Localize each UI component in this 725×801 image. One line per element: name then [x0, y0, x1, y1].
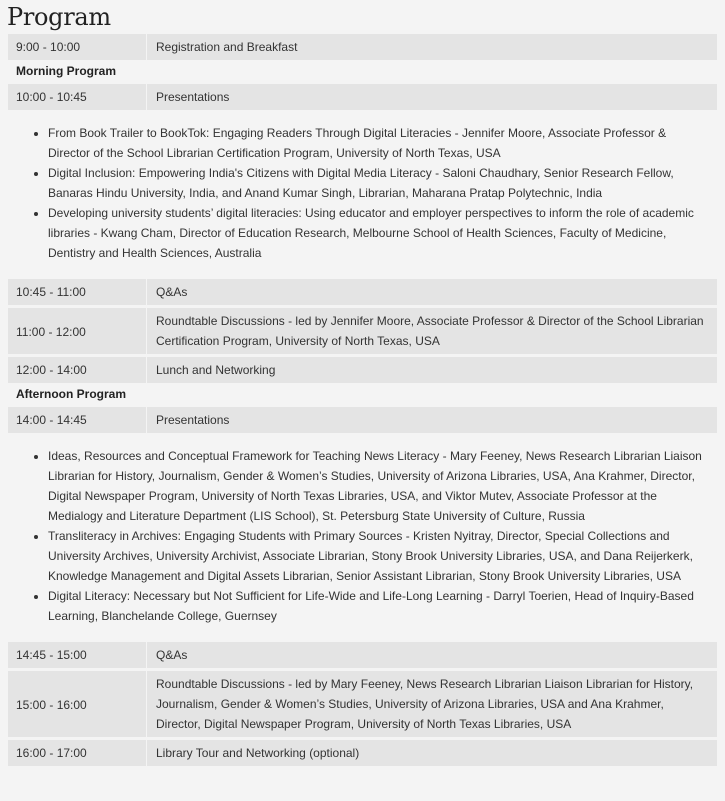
schedule-row: [8, 738, 717, 767]
morning-presentations: [8, 111, 717, 277]
list-item: • Digital Inclusion: Empowering India's Citizens with Digital Media Literacy - Saloni Chaudhary, Senior Research Fellow, Banaras Hindu University, India, and Anand Kumar Singh, Librarian, Maharana Pratap Polytechnic, India: [48, 163, 709, 203]
schedule-row: [8, 640, 717, 669]
page-title: Program: [7, 3, 111, 31]
description-cell: Roundtable Discussions - led by Jennifer Moore, Associate Professor & Director of the School Librarian Certification Program, University of North Texas, USA: [156, 314, 704, 348]
time-cell: 10:45 - 11:00: [8, 279, 147, 305]
description-cell: Lunch and Networking: [156, 363, 276, 377]
time-cell: 14:00 - 14:45: [8, 407, 147, 433]
time-cell: 16:00 - 17:00: [8, 740, 147, 766]
list-item: • Transliteracy in Archives: Engaging Students with Primary Sources - Kristen Nyitray, Director, Special Collections and University Archives, University Archivist, Associate Librarian, Stony Brook University Libraries, USA, and Dana Reijerkerk, Knowledge Management and Digital Assets Librarian, Senior Assistant Librarian, Stony Brook University Libraries, USA: [48, 526, 709, 586]
description-cell: Presentations: [156, 413, 230, 427]
schedule-row: [8, 355, 717, 384]
presentation-list: [16, 123, 709, 263]
presentation-list: [16, 446, 709, 626]
time-cell: 11:00 - 12:00: [8, 308, 147, 354]
time-cell: 14:45 - 15:00: [8, 642, 147, 668]
schedule-table: [8, 32, 717, 767]
afternoon-presentations: [8, 434, 717, 640]
description-cell: Presentations: [156, 90, 230, 104]
list-item: • Digital Literacy: Necessary but Not Sufficient for Life-Wide and Life-Long Learning - Darryl Toerien, Head of Inquiry-Based Learning, Blanchelande College, Guernsey: [48, 586, 709, 626]
description-cell: Registration and Breakfast: [156, 40, 298, 54]
description-cell: Q&As: [156, 648, 188, 662]
schedule-row: [8, 82, 717, 111]
morning-program-heading: Morning Program: [16, 64, 117, 78]
list-item: • From Book Trailer to BookTok: Engaging Readers Through Digital Literacies - Jennifer Moore, Associate Professor & Director of the School Librarian Certification Program, University of North Texas, USA: [48, 123, 709, 163]
time-cell: 15:00 - 16:00: [8, 671, 147, 737]
list-item: • Developing university students’ digital literacies: Using educator and employer perspectives to inform the role of academic libraries - Kwang Cham, Director of Education Research, Melbourne School of Health Sciences, Faculty of Medicine, Dentistry and Health Sciences, Australia: [48, 203, 709, 263]
description-cell: Roundtable Discussions - led by Mary Feeney, News Research Librarian Liaison Librarian for History, Journalism, Gender & Women’s Studies, University of Arizona Libraries, USA and Ana Krahmer, Director, Digital Newspaper Program, University of North Texas Libraries, USA: [156, 677, 694, 731]
time-cell: 10:00 - 10:45: [8, 84, 147, 110]
schedule-row: [8, 669, 717, 738]
time-cell: 9:00 - 10:00: [8, 34, 147, 60]
schedule-row: [8, 306, 717, 355]
schedule-row: [8, 277, 717, 306]
afternoon-program-heading: Afternoon Program: [16, 387, 127, 401]
description-cell: Library Tour and Networking (optional): [156, 746, 360, 760]
schedule-row: [8, 32, 717, 61]
description-cell: Q&As: [156, 285, 188, 299]
schedule-row: [8, 405, 717, 434]
list-item: • Ideas, Resources and Conceptual Framework for Teaching News Literacy - Mary Feeney, News Research Librarian Liaison Librarian for History, Journalism, Gender & Women’s Studies, University of Arizona Libraries, USA, Ana Krahmer, Director, Digital Newspaper Program, University of North Texas Libraries, USA, and Viktor Mutev, Associate Professor at the Medialogy and Literature Department (LIS School), St. Petersburg State University of Culture, Russia: [48, 446, 709, 526]
time-cell: 12:00 - 14:00: [8, 357, 147, 383]
